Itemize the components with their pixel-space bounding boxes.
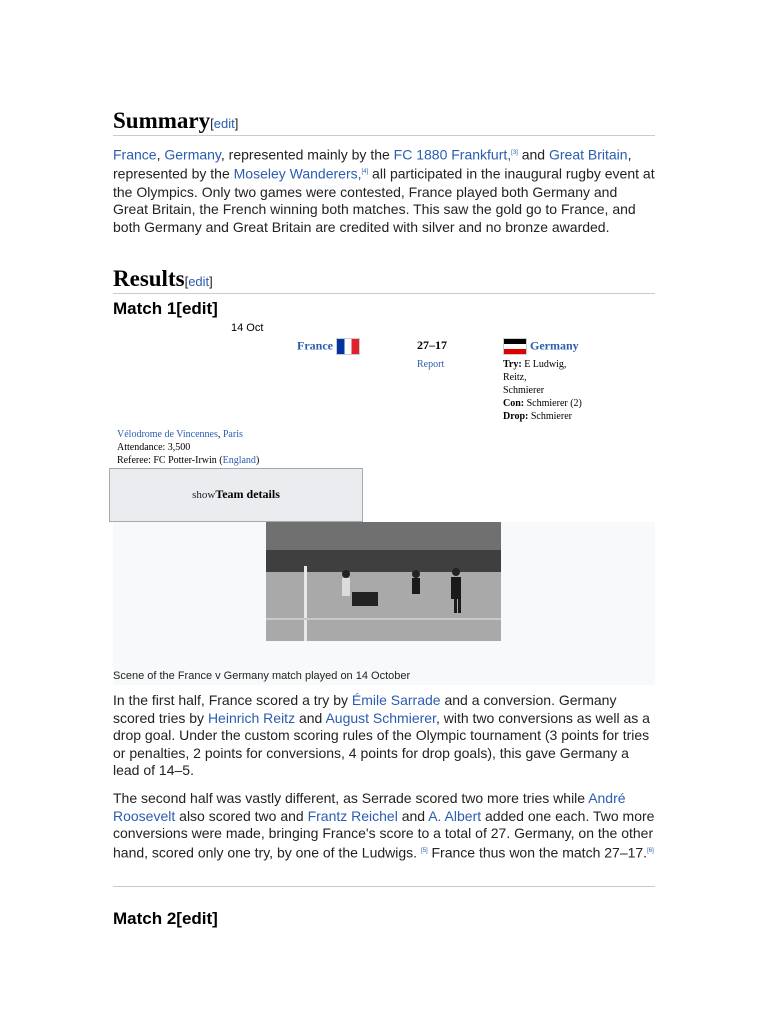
- link-germany[interactable]: Germany: [164, 146, 221, 163]
- photo-caption: Scene of the France v Germany match played on 14 October: [113, 670, 411, 682]
- team-details-label: Team details: [215, 487, 280, 501]
- link-a-albert[interactable]: A. Albert: [428, 807, 482, 824]
- results-section: [113, 266, 655, 294]
- summary-section: [113, 108, 655, 136]
- ref-5[interactable]: [5]: [420, 847, 428, 854]
- link-great-britain[interactable]: Great Britain: [548, 146, 628, 163]
- link-moseley-wanderers[interactable]: Moseley Wanderers,: [233, 165, 362, 182]
- match1-score: 27–17: [417, 338, 447, 352]
- match2-heading: Match 2[edit]: [113, 909, 218, 928]
- ref-3[interactable]: [3]: [511, 150, 518, 156]
- away-team-link[interactable]: Germany: [530, 338, 579, 353]
- match1-para1: In the first half, France scored a try by Émile Sarrade and a conversion. Germany scored tries by Heinrich Reitz and August Schmierer, with two conversions as well as a drop goal. Under the custom scoring rules of the Olympic tournament (3 points for tries or penalties, 2 points for conversions, 4 points for drop goals), this gave Germany a lead of 14–5.: [113, 692, 650, 779]
- match1-report: [417, 358, 444, 371]
- attendance: Attendance: 3,500: [117, 442, 191, 453]
- summary-paragraph-block: [113, 145, 655, 236]
- home-team-link[interactable]: France: [297, 338, 333, 353]
- venue-link[interactable]: Vélodrome de Vincennes: [117, 429, 218, 440]
- team-details-box[interactable]: [109, 468, 363, 522]
- results-edit-link[interactable]: edit: [188, 274, 210, 289]
- match1-heading-block: [113, 299, 655, 319]
- match1-para2: The second half was vastly different, as Serrade scored two more tries while André Roosevelt also scored two and Frantz Reichel and A. Albert added one each. Two more conversions were made, bringing France's score to a total of 27. Germany, on the other hand, scored only one try, by one of the Ludwigs. [5] France thus won the match 27–17.[6]: [113, 790, 655, 861]
- match1-para2-block: [113, 790, 655, 862]
- link-fc-1880-frankfurt[interactable]: FC 1880 Frankfurt,: [393, 146, 512, 163]
- match1-date: 14 Oct: [231, 322, 264, 334]
- results-title: Results: [113, 266, 185, 291]
- referee-country-link[interactable]: England: [222, 455, 256, 466]
- link-heinrich-reitz[interactable]: Heinrich Reitz: [207, 709, 296, 726]
- france-flag-icon: [336, 338, 360, 355]
- link-andre-roosevelt[interactable]: André Roosevelt: [113, 790, 626, 824]
- ref-6[interactable]: [6]: [647, 847, 654, 854]
- match1-heading: Match 1[edit]: [113, 299, 218, 318]
- link-france[interactable]: France: [113, 146, 157, 163]
- team-details-toggle[interactable]: show: [192, 489, 216, 501]
- summary-heading: [113, 108, 655, 136]
- match1-para1-block: [113, 692, 655, 780]
- results-heading: [113, 266, 655, 294]
- match2-heading-block: [113, 909, 655, 929]
- match-photo-image: [266, 522, 501, 641]
- match-photo: [266, 522, 501, 641]
- link-frantz-reichel[interactable]: Frantz Reichel: [307, 807, 398, 824]
- summary-edit: [edit]: [210, 116, 239, 131]
- match1-away: [503, 338, 579, 355]
- divider: [113, 886, 655, 887]
- summary-title: Summary: [113, 108, 211, 133]
- match1-venue-block: Vélodrome de Vincennes, Paris Attendance: 3,500 Referee: FC Potter-Irwin (England): [117, 428, 367, 467]
- summary-paragraph: France, Germany, represented mainly by the FC 1880 Frankfurt,[3] and Great Britain, represented by the Moseley Wanderers,[4] all participated in the inaugural rugby event at the Olympics. Only two games were contested, France played both Germany and Great Britain, the French winning both matches. This saw the gold go to France, and both Germany and Great Britain are credited with silver and no bronze awarded.: [113, 146, 655, 235]
- match1-home: [297, 338, 360, 355]
- link-emile-sarrade[interactable]: Émile Sarrade: [351, 692, 441, 708]
- germany-flag-icon: [503, 338, 527, 355]
- report-link[interactable]: Report: [417, 359, 445, 370]
- referee: Referee: FC Potter-Irwin (England): [117, 455, 260, 466]
- away-scoring: Try: E Ludwig, Reitz, Schmierer Con: Schmierer (2) Drop: Schmierer: [503, 359, 582, 422]
- results-edit: [edit]: [184, 274, 213, 289]
- summary-edit-link[interactable]: edit: [213, 116, 235, 131]
- link-august-schmierer[interactable]: August Schmierer: [325, 709, 436, 726]
- ref-4[interactable]: [4]: [361, 169, 369, 176]
- venue-city-link[interactable]: Paris: [222, 429, 243, 440]
